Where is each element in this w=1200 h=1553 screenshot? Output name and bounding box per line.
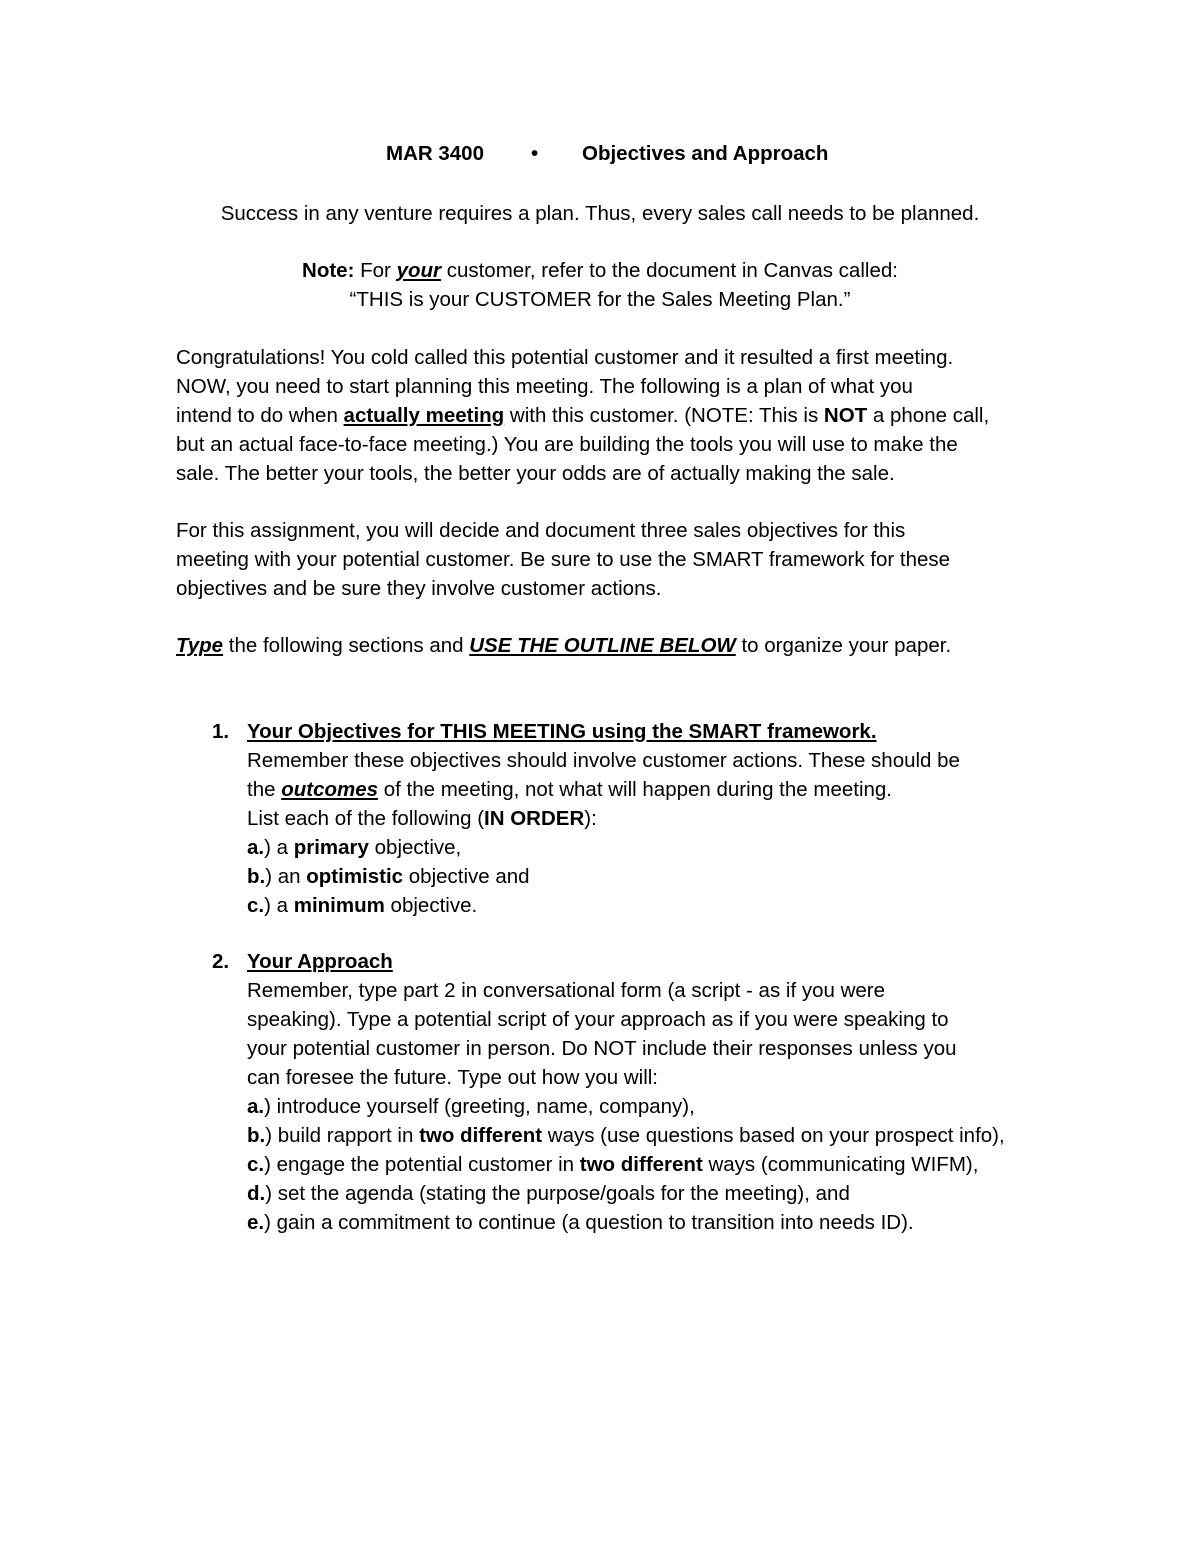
intro-line: Success in any venture requires a plan. Thus, every sales call needs to be planned. bbox=[220, 202, 980, 225]
list-item bbox=[247, 862, 1077, 891]
note-your: your bbox=[396, 259, 442, 282]
type-text-d: to organize your paper. bbox=[735, 634, 952, 657]
item-letter: a. bbox=[247, 1095, 265, 1118]
actually-meeting-emphasis: actually meeting bbox=[343, 404, 505, 427]
section-2-line-2: speaking). Type a potential script of your approach as if you were speaking to bbox=[247, 1008, 949, 1031]
note-text-a: For bbox=[354, 259, 397, 282]
section-1-text-a: the bbox=[247, 778, 282, 801]
item-bold: two different bbox=[579, 1153, 703, 1176]
section-2-line-4: can foresee the future. Type out how you will: bbox=[247, 1066, 659, 1089]
congrats-line-3 bbox=[176, 401, 1056, 430]
section-2-heading: Your Approach bbox=[247, 950, 393, 973]
course-code: MAR 3400 bbox=[386, 142, 484, 165]
title-bullet: • bbox=[531, 142, 539, 165]
item-text: ) a bbox=[264, 836, 294, 859]
item-bold: optimistic bbox=[306, 865, 404, 888]
assignment-paragraph bbox=[176, 516, 1056, 603]
in-order-emphasis: IN ORDER bbox=[484, 807, 585, 830]
section-1-number: 1. bbox=[212, 720, 230, 743]
note-block bbox=[0, 256, 1200, 314]
item-letter: c. bbox=[247, 894, 265, 917]
section-1-line-3 bbox=[247, 804, 1077, 833]
type-emphasis: Type bbox=[176, 634, 224, 657]
type-text-b: the following sections and bbox=[223, 634, 470, 657]
section-1-line-2 bbox=[247, 775, 1077, 804]
congrats-text-a: intend to do when bbox=[176, 404, 344, 427]
section-1-heading-line bbox=[247, 717, 1077, 746]
section-2-line-1: Remember, type part 2 in conversational form (a script - as if you were bbox=[247, 979, 886, 1002]
congrats-line-5: sale. The better your tools, the better your odds are of actually making the sale. bbox=[176, 462, 895, 485]
section-1-list-intro: List each of the following ( bbox=[247, 807, 485, 830]
outcomes-emphasis: outcomes bbox=[281, 778, 379, 801]
item-letter: d. bbox=[247, 1182, 266, 1205]
list-item bbox=[247, 1121, 1077, 1150]
item-text-end: objective. bbox=[384, 894, 478, 917]
item-text: ) introduce yourself (greeting, name, company), bbox=[264, 1095, 695, 1118]
outline-emphasis: USE THE OUTLINE BELOW bbox=[469, 634, 736, 657]
assignment-line-2: meeting with your potential customer. Be sure to use the SMART framework for these bbox=[176, 548, 951, 571]
section-1-line-1: Remember these objectives should involve customer actions. These should be bbox=[247, 749, 960, 772]
note-line-1 bbox=[0, 256, 1200, 285]
item-letter: a. bbox=[247, 836, 265, 859]
section-2-line-3: your potential customer in person. Do NOT include their responses unless you bbox=[247, 1037, 957, 1060]
congrats-line-2: NOW, you need to start planning this meeting. The following is a plan of what you bbox=[176, 375, 913, 398]
congrats-paragraph bbox=[176, 343, 1056, 488]
item-text: ) an bbox=[265, 865, 307, 888]
list-item bbox=[247, 833, 1077, 862]
item-letter: b. bbox=[247, 1124, 266, 1147]
item-text: ) set the agenda (stating the purpose/goals for the meeting), and bbox=[265, 1182, 850, 1205]
congrats-text-e: a phone call, bbox=[867, 404, 990, 427]
document-title: Objectives and Approach bbox=[582, 142, 829, 165]
section-2-number: 2. bbox=[212, 950, 230, 973]
section-1-heading: Your Objectives for THIS MEETING using the SMART framework. bbox=[247, 720, 877, 743]
list-item bbox=[247, 891, 1077, 920]
type-instruction bbox=[176, 631, 1056, 660]
note-text-b: customer, refer to the document in Canvas called: bbox=[441, 259, 898, 282]
list-item bbox=[247, 1208, 1077, 1237]
congrats-line-4: but an actual face-to-face meeting.) You are building the tools you will use to make the bbox=[176, 433, 958, 456]
type-line bbox=[176, 631, 1056, 660]
item-text: ) build rapport in bbox=[265, 1124, 420, 1147]
item-bold: two different bbox=[419, 1124, 543, 1147]
congrats-text-c: with this customer. (NOTE: This is bbox=[504, 404, 824, 427]
congrats-line-1: Congratulations! You cold called this potential customer and it resulted a first meeting. bbox=[176, 346, 954, 369]
item-text: ) gain a commitment to continue (a question to transition into needs ID). bbox=[264, 1211, 914, 1234]
item-letter: c. bbox=[247, 1153, 265, 1176]
item-text: ) engage the potential customer in bbox=[264, 1153, 580, 1176]
item-letter: b. bbox=[247, 865, 266, 888]
item-bold: minimum bbox=[293, 894, 385, 917]
note-line-2: “THIS is your CUSTOMER for the Sales Meeting Plan.” bbox=[349, 288, 851, 311]
section-1-body bbox=[247, 717, 1077, 920]
section-1-text-c: of the meeting, not what will happen during the meeting. bbox=[378, 778, 892, 801]
item-text-end: ways (use questions based on your prospect info), bbox=[542, 1124, 1005, 1147]
item-text-end: objective and bbox=[403, 865, 530, 888]
section-2-heading-line bbox=[247, 947, 1077, 976]
list-item bbox=[247, 1179, 1077, 1208]
item-text: ) a bbox=[264, 894, 294, 917]
item-text-end: objective, bbox=[368, 836, 462, 859]
assignment-line-1: For this assignment, you will decide and document three sales objectives for this bbox=[176, 519, 906, 542]
section-1-list-intro-end: ): bbox=[584, 807, 597, 830]
list-item bbox=[247, 1150, 1077, 1179]
section-2-body bbox=[247, 947, 1077, 1237]
item-letter: e. bbox=[247, 1211, 265, 1234]
not-emphasis: NOT bbox=[823, 404, 868, 427]
item-bold: primary bbox=[293, 836, 369, 859]
note-label: Note: bbox=[302, 259, 355, 282]
list-item bbox=[247, 1092, 1077, 1121]
page-title bbox=[0, 142, 1200, 172]
item-text-end: ways (communicating WIFM), bbox=[702, 1153, 979, 1176]
assignment-line-3: objectives and be sure they involve customer actions. bbox=[176, 577, 662, 600]
